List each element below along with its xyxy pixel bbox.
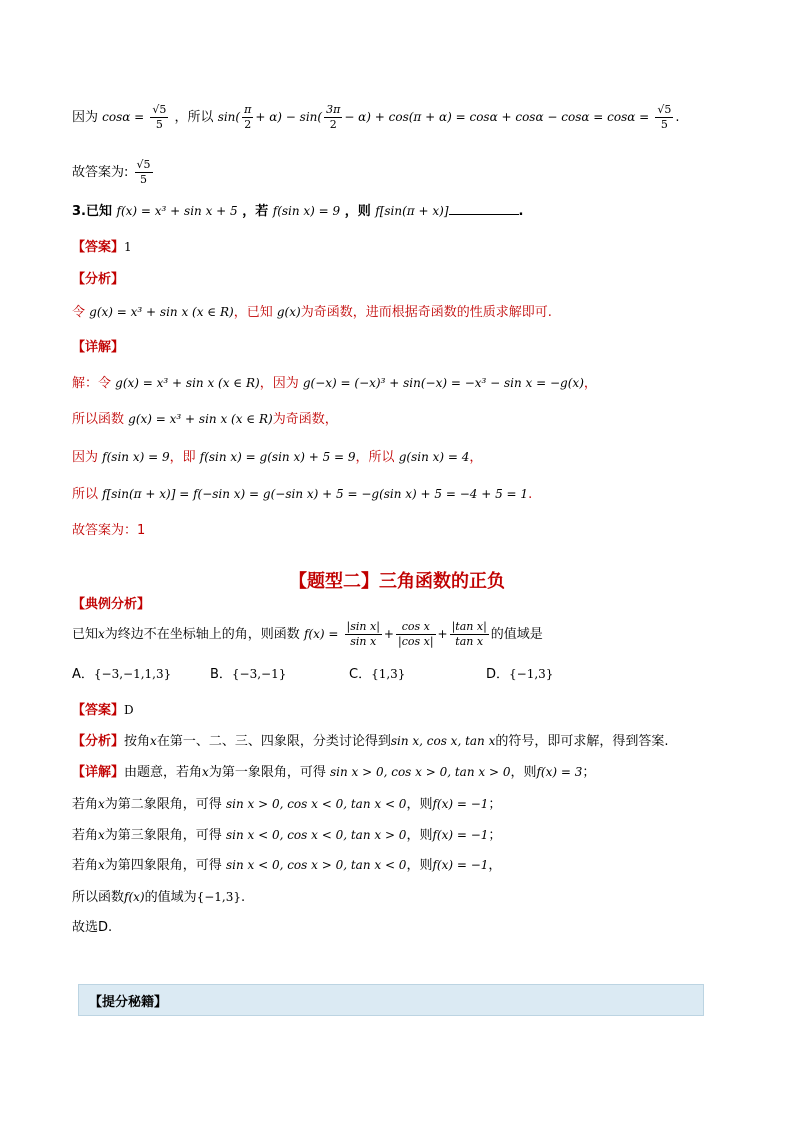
- example-detail-line-1: [72, 762, 595, 783]
- denominator: 5: [660, 118, 668, 131]
- answer-3: [72, 237, 132, 258]
- math: f(sin x) = g(sin x) + 5 = 9: [199, 450, 356, 464]
- numerator: √5: [136, 158, 151, 171]
- example-answer: [72, 700, 134, 721]
- text: 故选D.: [72, 920, 113, 935]
- fraction-sqrt5-over-5: [150, 103, 168, 132]
- math: − α) + cos(π + α) = cosα + cosα − cosα = cosα =: [344, 110, 650, 124]
- text: .: [241, 890, 246, 905]
- answer-value: 1: [124, 240, 132, 254]
- numerator: cos x: [396, 620, 436, 635]
- math: {−1,3}: [196, 890, 242, 904]
- text: 的值域是: [490, 627, 543, 642]
- text: ，已知: [233, 305, 273, 320]
- math: g(sin x) = 4: [398, 450, 470, 464]
- text: ，: [488, 858, 502, 873]
- math: f(x) = −1: [432, 858, 489, 872]
- fraction-abs-sin: [345, 620, 382, 649]
- text: ，所以: [355, 450, 395, 465]
- text: 所以函数: [72, 890, 125, 905]
- numerator: 3π: [326, 103, 341, 116]
- math: x: [202, 765, 209, 779]
- text: ，则: [406, 858, 433, 873]
- text: 为第四象限角，可得: [104, 858, 222, 873]
- math: sin x > 0, cos x > 0, tan x > 0: [329, 765, 511, 779]
- fraction-pi-over-2: [242, 103, 253, 132]
- denominator: 5: [155, 118, 163, 131]
- text: .: [518, 204, 524, 219]
- detail-3-line-1: [72, 373, 597, 394]
- example-analysis: [72, 731, 669, 752]
- math: f[sin(π + x)] = f(−sin x) = g(−sin x) + 5 = −g(sin x) + 5 = −4 + 5 = 1: [102, 487, 529, 501]
- text: 已知: [72, 627, 99, 642]
- section-title: 【题型二】三角函数的正负: [289, 571, 505, 592]
- text: .: [528, 487, 533, 502]
- text: 若角: [72, 797, 99, 812]
- math: g(x): [276, 305, 301, 319]
- option-label: C．: [349, 667, 372, 682]
- option-value: {−3,−1}: [231, 667, 287, 681]
- text: 所以函数: [72, 412, 125, 427]
- denominator: 2: [329, 118, 337, 131]
- math: f(x) = −1: [432, 828, 489, 842]
- text: 令: [72, 305, 86, 320]
- option-b[interactable]: [210, 664, 286, 685]
- denominator: 2: [244, 118, 252, 131]
- numerator: √5: [152, 103, 167, 116]
- denominator: sin x: [350, 635, 377, 648]
- option-label: B．: [210, 667, 232, 682]
- detail-tag: 【详解】: [72, 765, 125, 780]
- numerator: π: [244, 103, 252, 116]
- option-a[interactable]: [72, 664, 171, 685]
- text: 3.已知: [72, 204, 112, 219]
- denominator: tan x: [455, 635, 484, 648]
- text: .: [675, 110, 680, 125]
- text: 由题意，若角: [124, 765, 203, 780]
- math: f(sin x) = 9: [272, 204, 341, 218]
- text: ，所以: [174, 110, 214, 125]
- math: +: [383, 627, 394, 641]
- text: ，: [583, 376, 597, 391]
- math: sin x < 0, cos x < 0, tan x > 0: [225, 828, 407, 842]
- text: ，即: [169, 450, 196, 465]
- question-3: [72, 200, 523, 222]
- math: g(x) = x³ + sin x (x ∈ R): [115, 376, 260, 390]
- answer-value: D: [124, 703, 134, 717]
- option-c[interactable]: [349, 664, 405, 685]
- text: 在第一、二、三、四象限，分类讨论得到: [156, 734, 391, 749]
- text: 为第二象限角，可得: [104, 797, 222, 812]
- text: ，因为: [259, 376, 299, 391]
- example-tag-text: 【典例分析】: [72, 597, 151, 612]
- detail-3-line-4: [72, 484, 532, 505]
- text: ；: [488, 797, 502, 812]
- text: 为第三象限角，可得: [104, 828, 222, 843]
- analysis-tag-3: [72, 270, 124, 290]
- math: + α) − sin(: [255, 110, 323, 124]
- text: 故答案为:: [72, 165, 129, 180]
- text: 因为: [72, 110, 99, 125]
- math: g(x) = x³ + sin x (x ∈ R): [128, 412, 273, 426]
- fraction-3pi-over-2: [324, 103, 342, 132]
- analysis-tag: 【分析】: [72, 272, 125, 287]
- numerator: |tan x|: [451, 620, 487, 633]
- detail-3-final: [72, 521, 145, 541]
- detail-3-line-2: [72, 409, 338, 430]
- text: ；: [488, 828, 502, 843]
- text: ；: [582, 765, 596, 780]
- math: sin x > 0, cos x < 0, tan x < 0: [225, 797, 407, 811]
- math: +: [437, 627, 448, 641]
- text: ，: [469, 450, 483, 465]
- text: 故答案为：1: [72, 523, 146, 538]
- fraction-cos-abs: [396, 620, 436, 649]
- math: f(x) = −1: [432, 797, 489, 811]
- fraction-abs-tan: [450, 620, 489, 649]
- denominator: 5: [140, 173, 148, 186]
- text: 的符号，即可求解，得到答案.: [495, 734, 669, 749]
- text: ，则: [344, 204, 371, 219]
- example-detail-line-2: [72, 794, 501, 815]
- numerator: |sin x|: [346, 620, 380, 633]
- option-label: A．: [72, 667, 94, 682]
- tips-title: 【提分秘籍】: [89, 995, 168, 1010]
- text: 因为: [72, 450, 99, 465]
- denominator: |cos x|: [397, 635, 434, 648]
- math: f(x) = 3: [536, 765, 583, 779]
- answer-tag: 【答案】: [72, 703, 125, 718]
- math: f(x): [124, 890, 145, 904]
- text: 的值域为: [144, 890, 197, 905]
- option-value: {−3,−1,1,3}: [93, 667, 172, 681]
- text: 为奇函数，: [272, 412, 338, 427]
- detail-tag-3: [72, 338, 124, 358]
- text: ，则: [510, 765, 537, 780]
- text: 按角: [124, 734, 151, 749]
- answer-tag: 【答案】: [72, 240, 125, 255]
- example-detail-line-3: [72, 825, 501, 846]
- math: sin(: [217, 110, 241, 124]
- answer-blank: [449, 200, 519, 215]
- math: sin x < 0, cos x > 0, tan x < 0: [225, 858, 407, 872]
- analysis-tag: 【分析】: [72, 734, 125, 749]
- detail-3-line-3: [72, 447, 482, 468]
- text: 为终边不在坐标轴上的角，则函数: [104, 627, 300, 642]
- option-label: D．: [486, 667, 510, 682]
- math: x: [98, 858, 105, 872]
- math: f(x) =: [303, 627, 339, 641]
- tips-box: [78, 984, 704, 1016]
- numerator: √5: [657, 103, 672, 116]
- fraction-sqrt5-over-5: [135, 158, 153, 187]
- answer-line: [72, 158, 155, 187]
- text: 若角: [72, 858, 99, 873]
- example-detail-line-5: [72, 887, 245, 908]
- option-value: {1,3}: [371, 667, 406, 681]
- math: x: [98, 797, 105, 811]
- text: 解：令: [72, 376, 112, 391]
- option-value: {−1,3}: [509, 667, 554, 681]
- math: x: [98, 828, 105, 842]
- example-detail-line-6: [72, 918, 112, 938]
- math: f(x) = x³ + sin x + 5: [116, 204, 238, 218]
- math: f(sin x) = 9: [102, 450, 170, 464]
- text: 为第一象限角，可得: [208, 765, 326, 780]
- fraction-sqrt5-over-5: [655, 103, 673, 132]
- math: x: [150, 734, 157, 748]
- text: ，若: [242, 204, 269, 219]
- math: g(−x) = (−x)³ + sin(−x) = −x³ − sin x = −g(x): [302, 376, 584, 390]
- text: 所以: [72, 487, 99, 502]
- text: ，则: [406, 797, 433, 812]
- text: ，则: [406, 828, 433, 843]
- math: sin x, cos x, tan x: [390, 734, 496, 748]
- math: cosα =: [102, 110, 145, 124]
- math: f[sin(π + x)]: [375, 204, 449, 218]
- analysis-3: [72, 302, 552, 323]
- text: 若角: [72, 828, 99, 843]
- text: 为奇函数，进而根据奇函数的性质求解即可.: [300, 305, 552, 320]
- math: x: [98, 627, 105, 641]
- example-tag: [72, 595, 150, 615]
- example-question: [72, 620, 543, 649]
- math: g(x) = x³ + sin x (x ∈ R): [89, 305, 234, 319]
- solution-line-cos: [72, 103, 680, 132]
- example-detail-line-4: [72, 855, 501, 876]
- option-d[interactable]: [486, 664, 553, 685]
- detail-tag: 【详解】: [72, 340, 125, 355]
